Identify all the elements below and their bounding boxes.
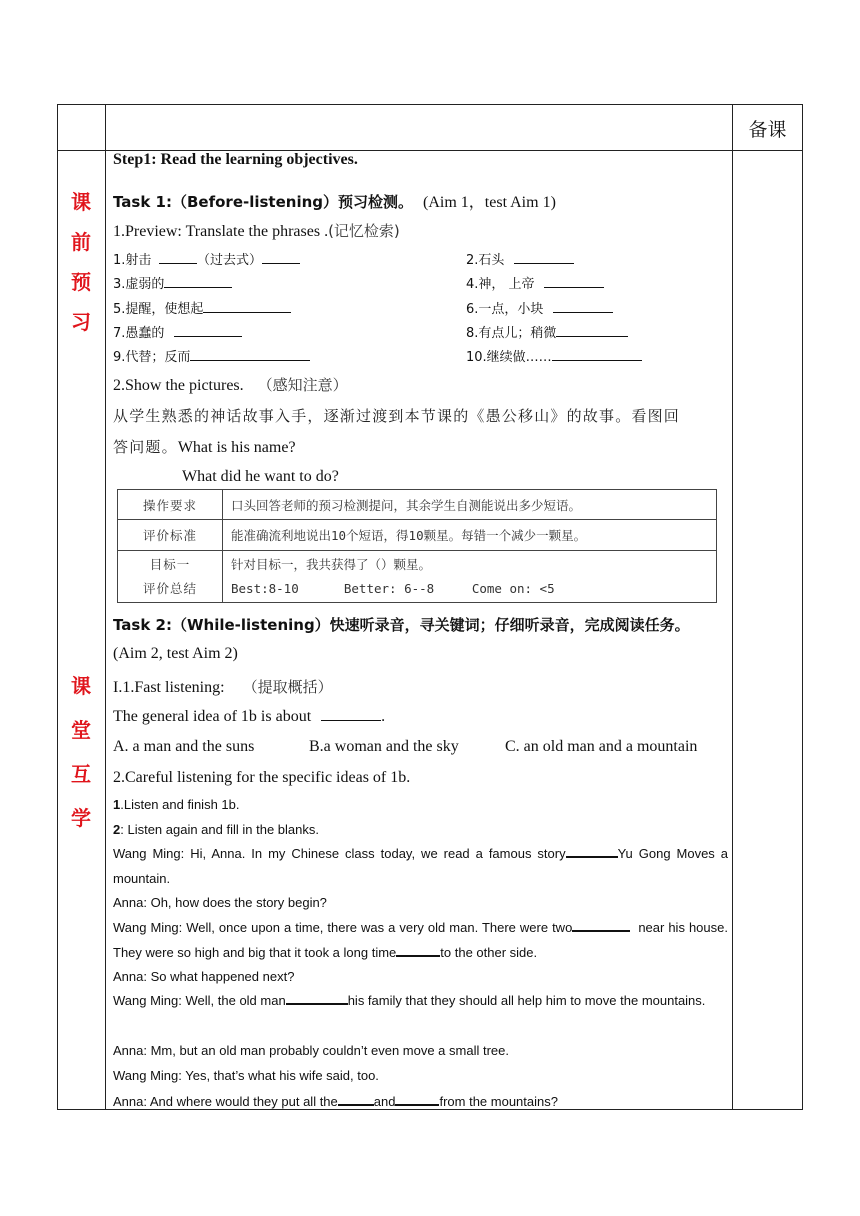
phrase-item: 4.神， 上帝 (466, 273, 604, 292)
phrase-item: 7.愚蠢的 (113, 322, 242, 341)
table-right-border (802, 104, 803, 1110)
task2-aim: (Aim 2, test Aim 2) (113, 645, 238, 662)
phrase-blank[interactable] (164, 275, 232, 288)
phrase-blank[interactable] (556, 324, 628, 337)
eval-value: 口头回答老师的预习检测提问，其余学生自测能说出多少短语。 (223, 490, 717, 520)
step1-heading: Step1: Read the learning objectives. (113, 151, 358, 168)
phrase-item: 6.一点，小块 (466, 298, 613, 317)
dialogue-blank[interactable] (338, 1092, 374, 1106)
pictures-question-1: 答问题。What is his name? (113, 438, 296, 456)
phrase-blank[interactable] (514, 251, 574, 264)
inclass-label-char: 课 (71, 674, 91, 698)
phrase-blank[interactable] (544, 275, 604, 288)
task1-aim: (Aim 1，test Aim 1) (423, 194, 556, 211)
fast-listening-question: The general idea of 1b is about . (113, 708, 386, 725)
dialogue-line: Anna: Mm, but an old man probably couldn’t even move a small tree. (113, 1043, 509, 1058)
table-row (118, 520, 717, 551)
fast-listening-note: （提取概括） (242, 678, 333, 696)
eval-key: 目标一 评价总结 (118, 551, 223, 603)
option-a[interactable]: A. a man and the suns (113, 738, 255, 755)
task1-title: Task 1:（Before-listening）预习检测。 (113, 193, 414, 211)
phrase-blank[interactable] (552, 348, 642, 361)
option-b[interactable]: B.a woman and the sky (309, 738, 459, 755)
option-c[interactable]: C. an old man and a mountain (505, 738, 698, 755)
dialogue-line: Wang Ming: Hi, Anna. In my Chinese class today, we read a famous story Yu Gong Moves a mountain. (113, 846, 728, 886)
phrase-item: 3.虚弱的 (113, 273, 232, 292)
inclass-label-char: 堂 (71, 718, 91, 742)
preclass-label-char: 习 (71, 310, 91, 334)
inclass-label-char: 学 (71, 806, 91, 830)
pictures-note: （感知注意） (257, 376, 348, 394)
phrase-blank[interactable] (174, 324, 242, 337)
dialogue-blank[interactable] (566, 844, 618, 858)
dialogue-line: Wang Ming: Yes, that’s what his wife said, too. (113, 1068, 379, 1083)
preview-title: 1.Preview: Translate the phrases . (113, 223, 329, 240)
phrase-blank[interactable] (553, 300, 613, 313)
instruction-1: 1.Listen and finish 1b. (113, 797, 240, 812)
phrase-blank[interactable] (262, 251, 300, 264)
careful-listening-heading: 2.Careful listening for the specific ideas of 1b. (113, 769, 411, 786)
dialogue-line: Anna: And where would they put all the and from the mountains? (113, 1094, 558, 1109)
dialogue-line: Wang Ming: Well, the old man his family that they should all help him to move the mountains. (113, 993, 706, 1008)
pictures-heading (113, 374, 348, 395)
evaluation-table (117, 489, 717, 603)
preview-heading (113, 220, 400, 241)
pictures-description: 从学生熟悉的神话故事入手，逐渐过渡到本节课的《愚公移山》的故事。看图回 (113, 407, 681, 425)
phrase-item: 5.提醒，使想起 (113, 298, 291, 317)
inclass-label-char: 互 (71, 762, 91, 786)
dialogue-blank[interactable] (395, 1092, 439, 1106)
eval-key: 操作要求 (118, 490, 223, 520)
fast-listening-title: I.1.Fast listening: (113, 679, 225, 696)
phrase-item: 1.射击 （过去式） (113, 249, 300, 268)
pictures-title: 2.Show the pictures. (113, 377, 244, 394)
dialogue-line: Anna: So what happened next? (113, 969, 295, 984)
phrase-blank[interactable] (203, 300, 291, 313)
phrase-item: 9.代替；反而 (113, 346, 310, 365)
pictures-question-2: What did he want to do? (182, 468, 339, 485)
dialogue-line: Anna: Oh, how does the story begin? (113, 895, 327, 910)
phrase-blank[interactable] (159, 251, 197, 264)
prep-column-header: 备课 (748, 119, 787, 141)
table-top-border (57, 104, 803, 105)
fast-listening-heading (113, 676, 333, 697)
preview-note: (记忆检索) (328, 222, 400, 240)
phrase-item: 2.石头 (466, 249, 574, 268)
phrase-item: 10.继续做…… (466, 346, 642, 365)
preclass-label-char: 预 (71, 270, 91, 294)
dialogue-blank[interactable] (286, 991, 348, 1005)
eval-key: 评价标准 (118, 520, 223, 551)
task1-heading (113, 189, 556, 212)
phrase-item: 8.有点儿；稍微 (466, 322, 628, 341)
table-col-divider-2 (732, 104, 733, 1110)
table-bottom-border (57, 1109, 803, 1110)
eval-value: 针对目标一，我共获得了（）颗星。 Best:8-10 Better: 6--8 Come on: <5 (223, 551, 717, 603)
preclass-label-char: 前 (71, 230, 91, 254)
dialogue-line: Wang Ming: Well, once upon a time, there was a very old man. There were two near his house. They were so high and big that it took a long time to the other side. (113, 920, 728, 960)
eval-value: 能准确流利地说出10个短语，得10颗星。每错一个减少一颗星。 (223, 520, 717, 551)
dialogue-blank[interactable] (396, 943, 440, 957)
table-row (118, 490, 717, 520)
instruction-2: 2: Listen again and fill in the blanks. (113, 822, 319, 837)
dialogue-blank[interactable] (572, 918, 630, 932)
table-col-divider-1 (105, 104, 106, 1110)
phrase-blank[interactable] (190, 348, 310, 361)
preclass-label-char: 课 (71, 190, 91, 214)
answer-blank[interactable] (321, 707, 381, 721)
table-row (118, 551, 717, 603)
task2-heading: Task 2:（While-listening）快速听录音，寻关键词；仔细听录音，完成阅读任务。 (113, 616, 690, 634)
